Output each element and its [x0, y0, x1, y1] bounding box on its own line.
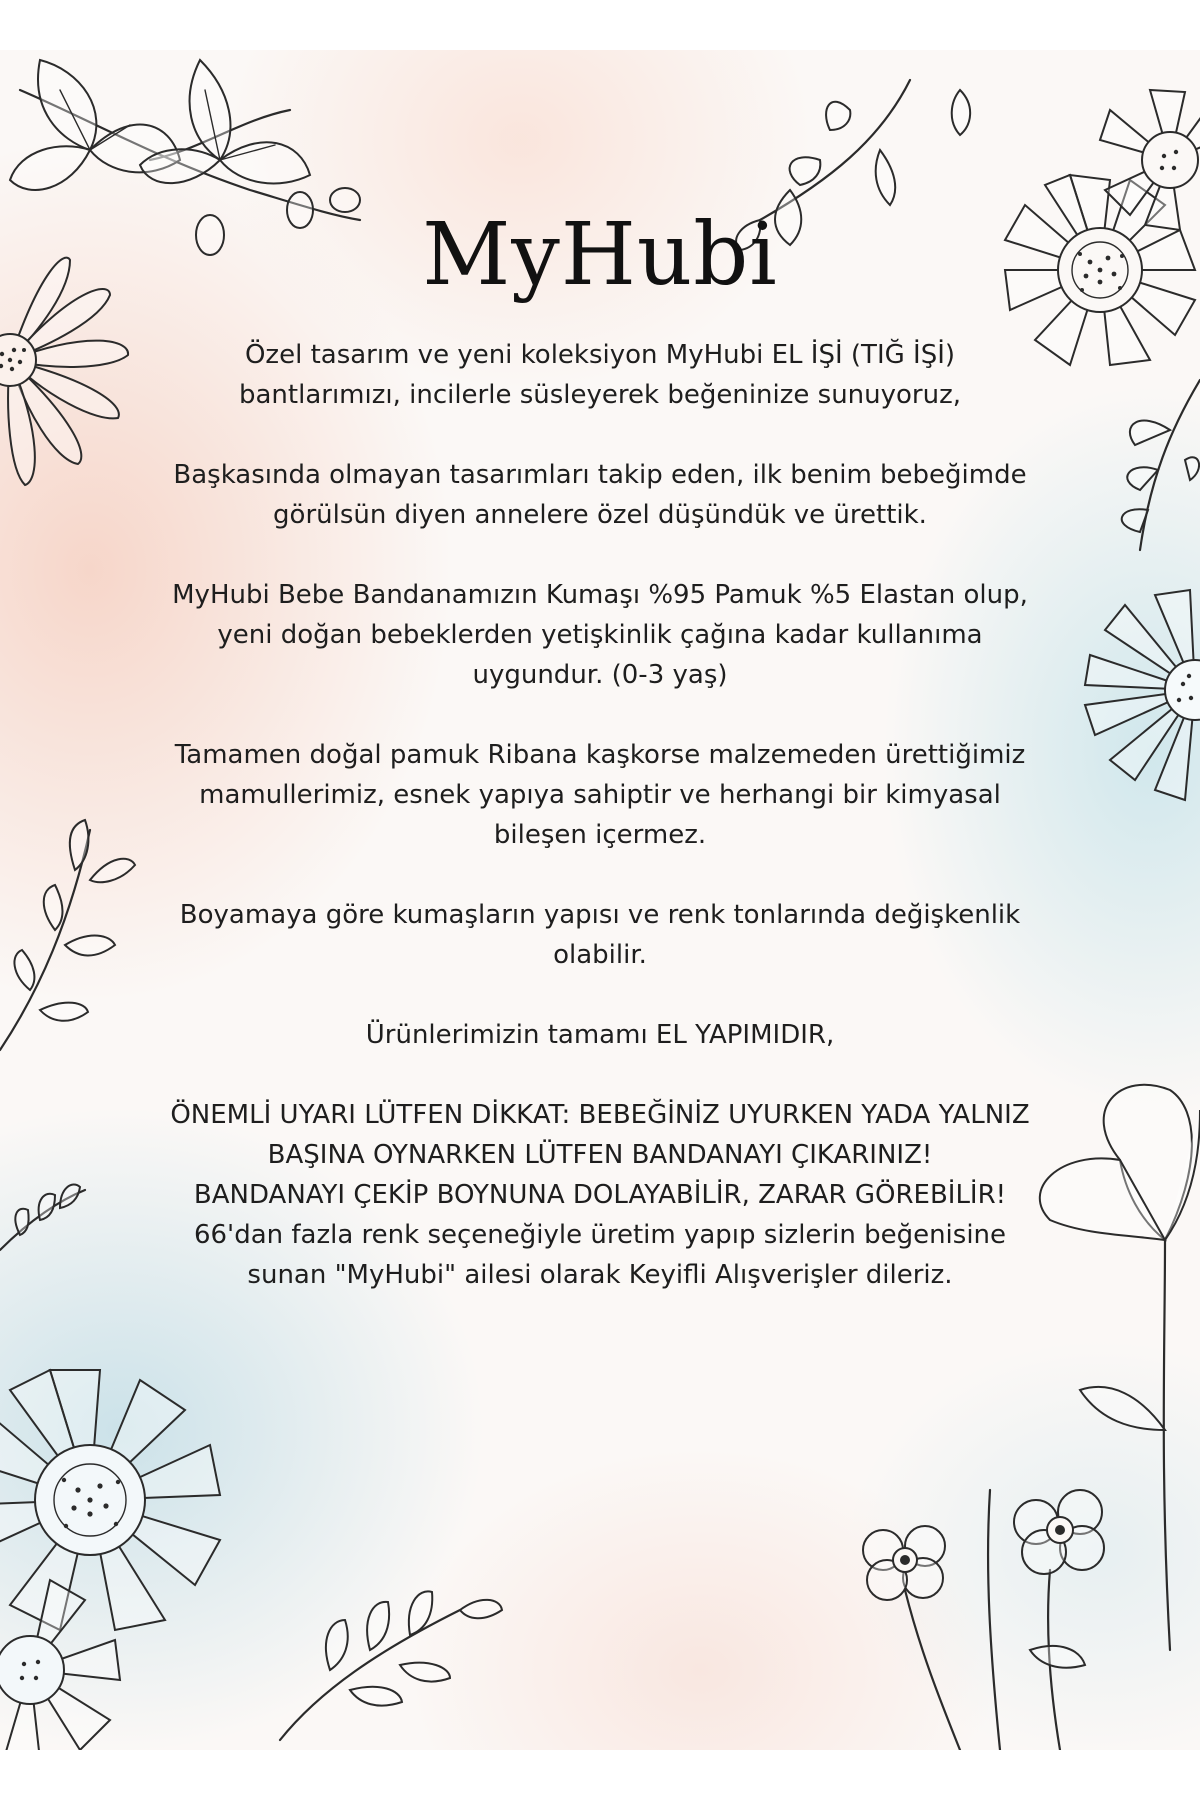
bottom-leaf-sprig — [280, 1591, 502, 1740]
paragraph-dye-variation: Boyamaya göre kumaşların yapısı ve renk tonlarında değişkenlik olabilir. — [179, 900, 1021, 970]
right-daisy-illustration — [1085, 590, 1200, 800]
paragraph-natural-cotton: Tamamen doğal pamuk Ribana kaşkorse malzemeden ürettiğimiz mamullerimiz, esnek yapıya sahiptir ve herhangi bir kimyasal bileşen içermez. — [174, 740, 1026, 850]
closing-text: 66'dan fazla renk seçeneğiyle üretim yapıp sizlerin beğenisine sunan "MyHubi" ailesi olarak Keyifli Alışverişler dileriz. — [193, 1220, 1007, 1290]
paragraph-fabric: MyHubi Bebe Bandanamızın Kumaşı %95 Pamuk %5 Elastan olup, yeni doğan bebeklerden yetişkinlik çağına kadar kullanıma uygundur. (0-3 yaş) — [172, 580, 1028, 690]
warning-text: ÖNEMLİ UYARI LÜTFEN DİKKAT: BEBEĞİNİZ UYURKEN YADA YALNIZ BAŞINA OYNARKEN LÜTFEN BANDANAYI ÇIKARINIZ! — [170, 1100, 1030, 1170]
right-poppy-illustration — [1040, 1085, 1200, 1650]
right-fern-illustration — [1122, 380, 1200, 550]
description-body — [170, 335, 1030, 1295]
poster-sheet — [0, 50, 1200, 1750]
paragraph-handmade: Ürünlerimizin tamamı EL YAPIMIDIR, — [365, 1020, 835, 1050]
left-leaf-sprig — [0, 820, 135, 1050]
bottom-right-flowers-illustration — [863, 1490, 1104, 1750]
bottom-left-sunflower-illustration — [0, 1370, 220, 1630]
left-fern-lower — [0, 1185, 85, 1250]
warning-text-2: BANDANAYI ÇEKİP BOYNUNA DOLAYABİLİR, ZARAR GÖREBİLİR! — [193, 1180, 1007, 1210]
paragraph-collection: Özel tasarım ve yeni koleksiyon MyHubi EL İŞİ (TIĞ İŞİ) bantlarımızı, incilerle süsleyerek beğeninize sunuyoruz, — [238, 340, 962, 410]
paragraph-unique-design: Başkasında olmayan tasarımları takip eden, ilk benim bebeğimde görülsün diyen annelere özel düşündük ve ürettik. — [173, 460, 1027, 530]
brand-title: MyHubi — [422, 205, 778, 305]
